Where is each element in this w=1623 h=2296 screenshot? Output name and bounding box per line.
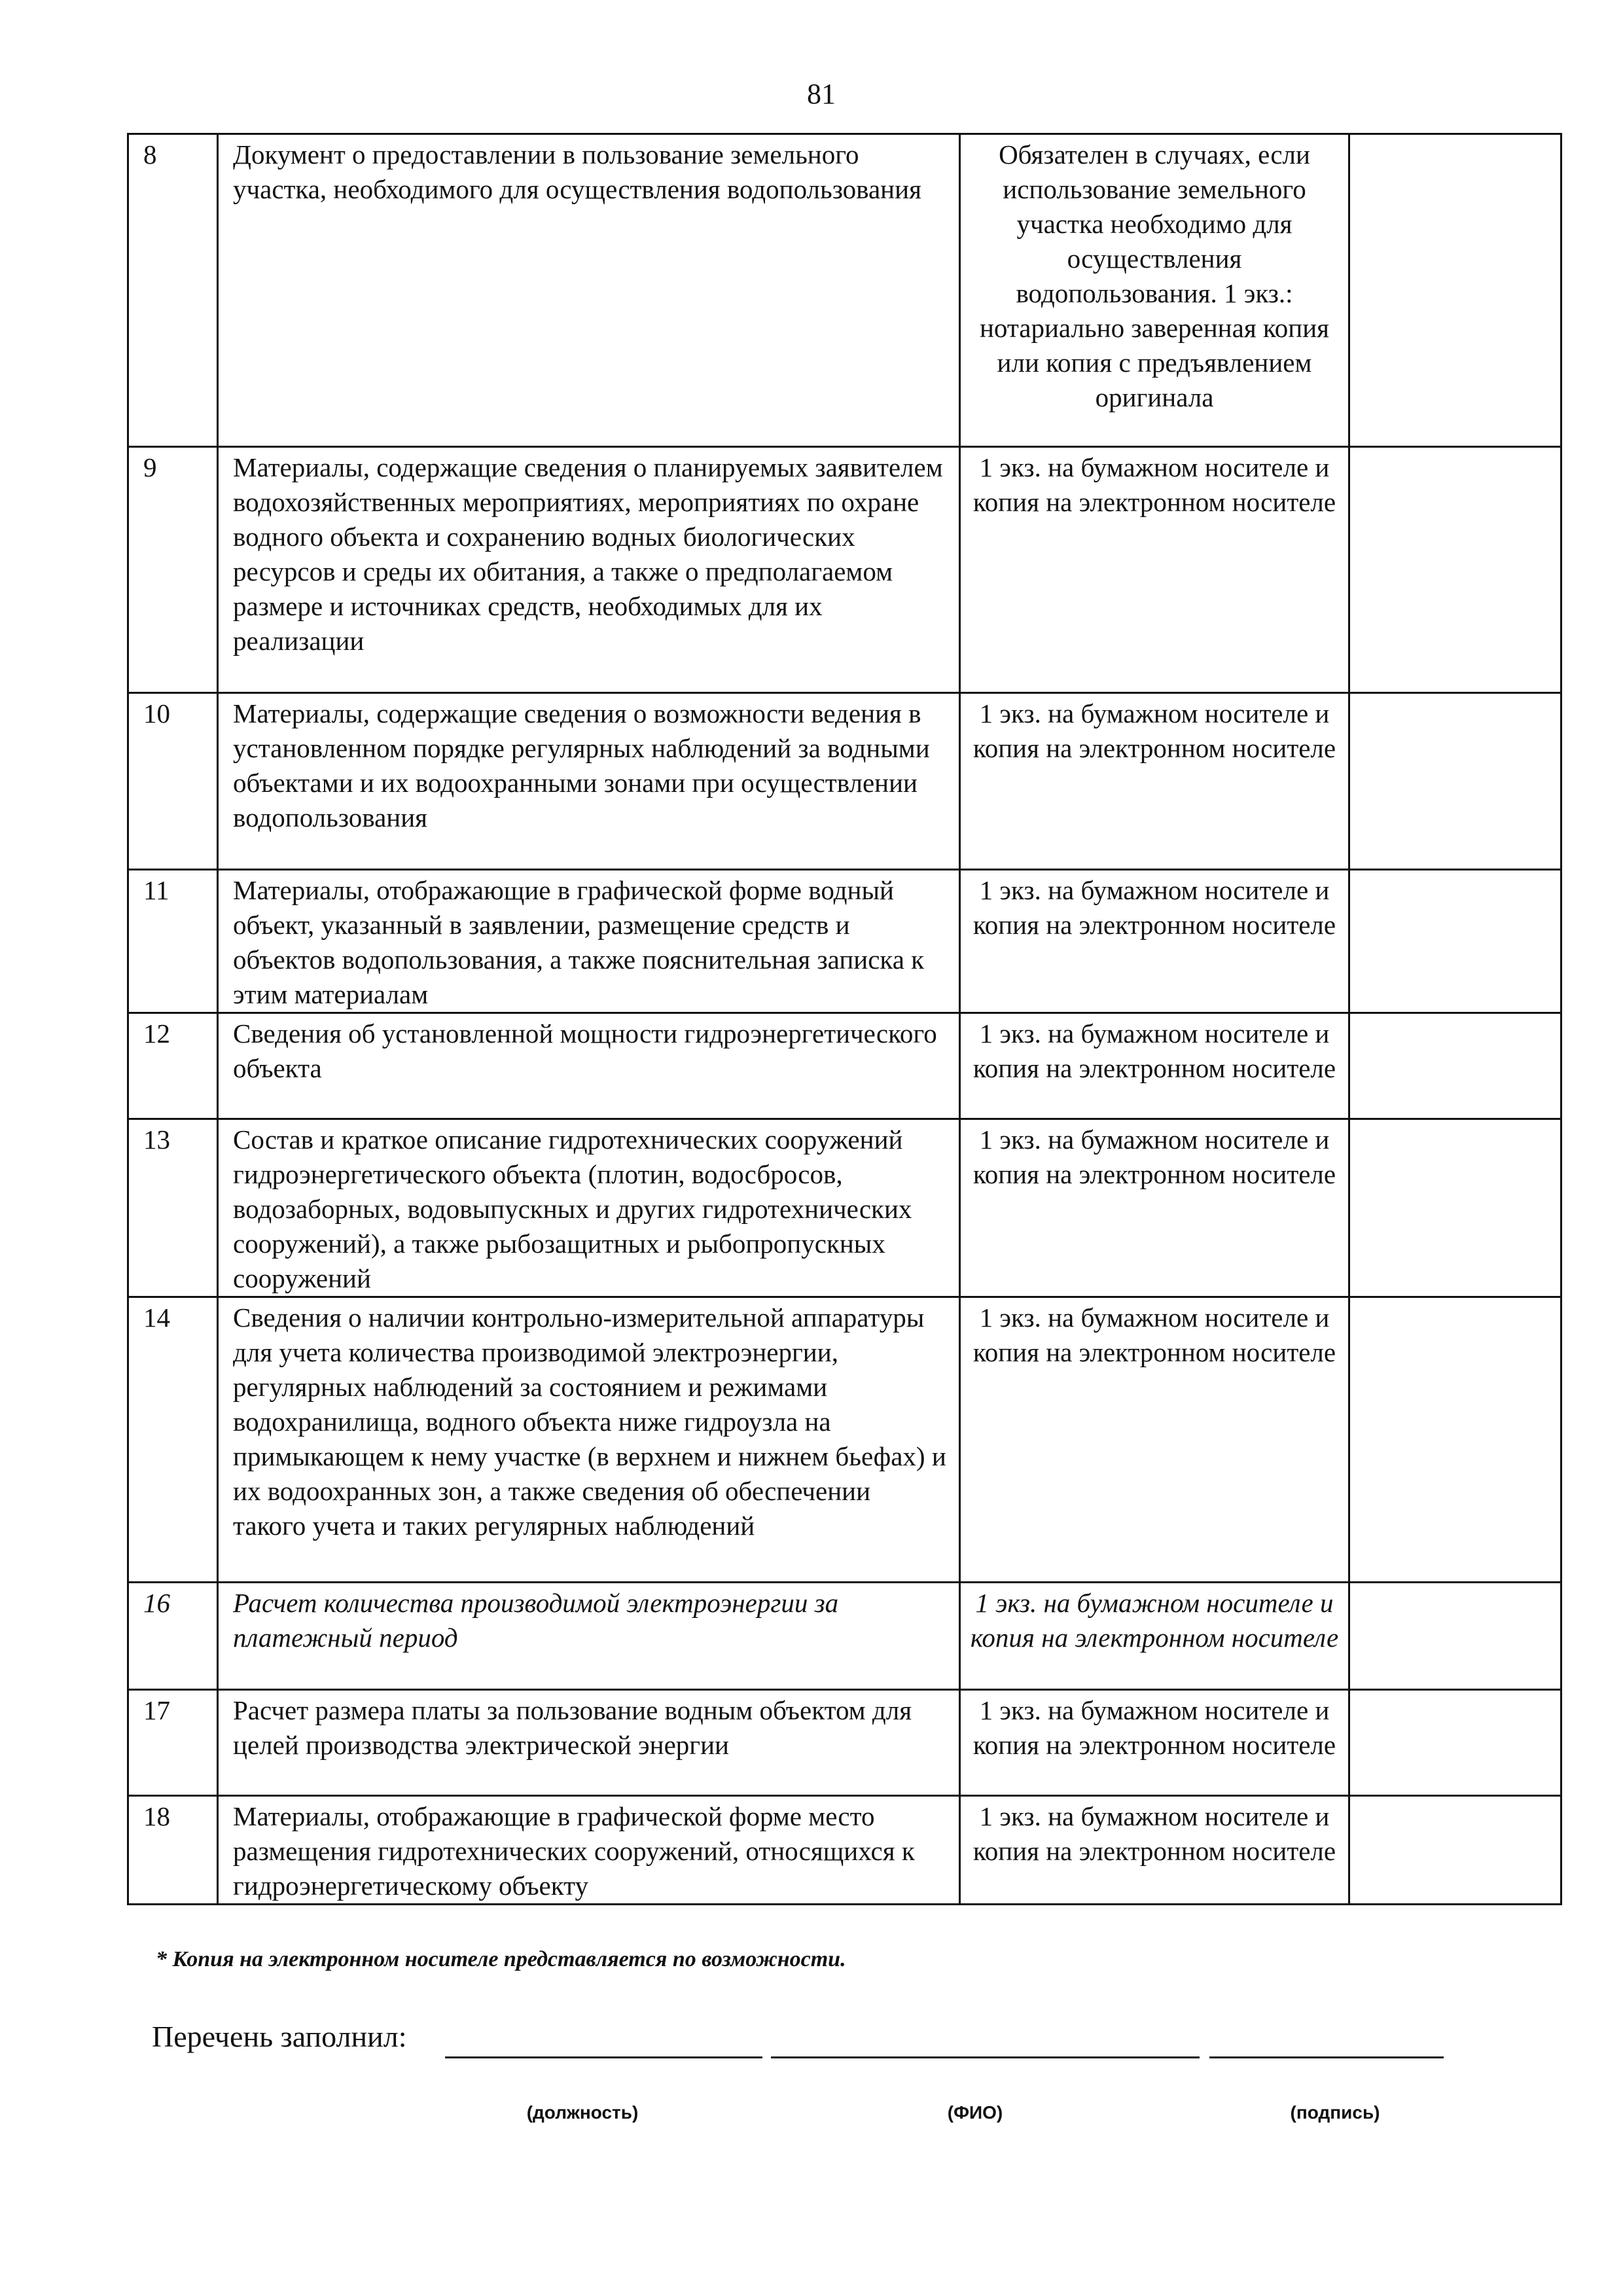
documents-table [127,133,1562,1905]
note-cell [1349,134,1561,447]
signature-caption: (подпись) [1290,2102,1380,2123]
submission-form: 1 экз. на бумажном носителе и копия на электронном носителе [960,1583,1349,1690]
submission-form: 1 экз. на бумажном носителе и копия на электронном носителе [960,870,1349,1013]
filled-by-label: Перечень заполнил: [152,2020,407,2053]
table-row [128,134,1561,447]
document-name: Материалы, содержащие сведения о возможности ведения в установленном порядке регулярных наблюдений за водными объектами и их водоохранными зонами при осуществлении водопользования [218,693,960,870]
row-number: 18 [128,1796,218,1905]
submission-form: 1 экз. на бумажном носителе и копия на электронном носителе [960,447,1349,693]
document-name: Материалы, содержащие сведения о планируемых заявителем водохозяйственных мероприятиях, мероприятиях по охране водного объекта и сохранению водных биологических ресурсов и среды их обитания, а также о предполагаемом размере и источниках средств, необходимых для их реализации [218,447,960,693]
row-number: 9 [128,447,218,693]
document-name: Материалы, отображающие в графической форме водный объект, указанный в заявлении, размещение средств и объектов водопользования, а также пояснительная записка к этим материалам [218,870,960,1013]
document-name: Материалы, отображающие в графической форме место размещения гидротехнических сооружений, относящихся к гидроэнергетическому объекту [218,1796,960,1905]
row-number: 12 [128,1013,218,1119]
table-row [128,1583,1561,1690]
document-name: Состав и краткое описание гидротехнических сооружений гидроэнергетического объекта (плотин, водосбросов, водозаборных, водовыпускных и других гидротехнических сооружений), а также рыбозащитных и рыбопропускных сооружений [218,1119,960,1297]
submission-form: 1 экз. на бумажном носителе и копия на электронном носителе [960,1297,1349,1583]
signature-line[interactable] [1209,2056,1444,2058]
position-line[interactable] [445,2056,762,2058]
row-number: 17 [128,1690,218,1796]
table-row [128,1796,1561,1905]
table-row [128,693,1561,870]
table-row [128,1119,1561,1297]
document-name: Сведения об установленной мощности гидроэнергетического объекта [218,1013,960,1119]
row-number: 11 [128,870,218,1013]
row-number: 8 [128,134,218,447]
table-row [128,870,1561,1013]
note-cell [1349,1013,1561,1119]
submission-form: 1 экз. на бумажном носителе и копия на электронном носителе [960,1119,1349,1297]
page-number: 81 [807,78,836,110]
submission-form: 1 экз. на бумажном носителе и копия на электронном носителе [960,1013,1349,1119]
document-name: Расчет размера платы за пользование водным объектом для целей производства электрической энергии [218,1690,960,1796]
table-row [128,1297,1561,1583]
table-row [128,447,1561,693]
submission-form: 1 экз. на бумажном носителе и копия на электронном носителе [960,693,1349,870]
note-cell [1349,447,1561,693]
document-name: Сведения о наличии контрольно-измерительной аппаратуры для учета количества производимой электроэнергии, регулярных наблюдений за состоянием и режимами водохранилища, водного объекта ниже гидроузла на примыкающем к нему участке (в верхнем и нижнем бьефах) и их водоохранных зон, а также сведения об обеспечении такого учета и таких регулярных наблюдений [218,1297,960,1583]
note-cell [1349,1796,1561,1905]
document-name: Документ о предоставлении в пользование земельного участка, необходимого для осуществления водопользования [218,134,960,447]
note-cell [1349,693,1561,870]
note-cell [1349,1119,1561,1297]
row-number: 10 [128,693,218,870]
position-caption: (должность) [526,2102,639,2123]
row-number: 13 [128,1119,218,1297]
name-caption: (ФИО) [947,2102,1003,2123]
note-cell [1349,1297,1561,1583]
submission-form: Обязателен в случаях, если использование земельного участка необходимо для осуществления водопользования. 1 экз.: нотариально заверенная копия или копия с предъявлением оригинала [960,134,1349,447]
note-cell [1349,870,1561,1013]
note-cell [1349,1583,1561,1690]
name-line[interactable] [771,2056,1200,2058]
submission-form: 1 экз. на бумажном носителе и копия на электронном носителе [960,1690,1349,1796]
footnote: * Копия на электронном носителе представляется по возможности. [156,1947,846,1971]
table-row [128,1690,1561,1796]
submission-form: 1 экз. на бумажном носителе и копия на электронном носителе [960,1796,1349,1905]
table-row [128,1013,1561,1119]
note-cell [1349,1690,1561,1796]
row-number: 16 [128,1583,218,1690]
row-number: 14 [128,1297,218,1583]
document-name: Расчет количества производимой электроэнергии за платежный период [218,1583,960,1690]
